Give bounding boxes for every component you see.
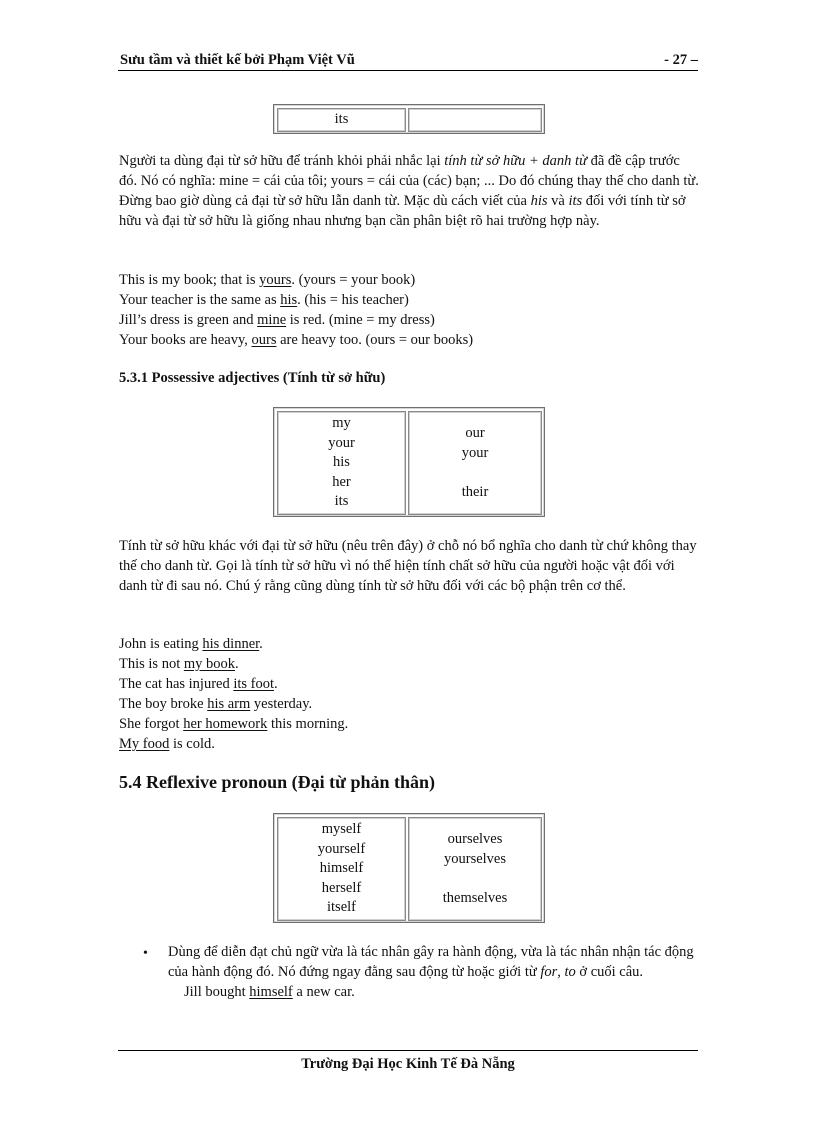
refl-item: yourself <box>317 840 366 857</box>
adj-right-cell <box>408 411 542 515</box>
bullet-italic-for: for <box>540 964 558 980</box>
example-line: The cat has injured its foot. <box>119 676 278 692</box>
example-line: She forgot her homework this morning. <box>119 716 349 732</box>
para2-text: Tính từ sở hữu khác với đại từ sở hữu (nêu trên đây) ở chỗ nó bổ nghĩa cho danh từ chứ không thay thế cho danh từ. Gọi là tính từ sở hữu vì nó thể hiện tính chất sở hữu của người hoặc vật đối với danh từ đi sau nó. Chú ý rằng cũng dùng tính từ sở hữu đối với các bộ phận trên cơ thể. <box>119 538 697 594</box>
refl-left-cell <box>277 817 406 921</box>
its-table <box>273 104 545 134</box>
examples-possessive-pronouns <box>119 270 699 350</box>
bullet-text-a: Dùng để diễn đạt chủ ngữ vừa là tác nhân gây ra hành động, vừa là tác nhân nhận tác động của hành động đó. Nó đứng ngay đằng sau động từ hoặc giới từ <box>168 944 694 980</box>
adj-item: our <box>465 425 485 441</box>
paragraph-possessive-pronouns <box>119 151 699 231</box>
refl-item: yourselves <box>443 850 506 867</box>
page-number: - 27 – <box>664 52 698 68</box>
example-line: This is not my book. <box>119 656 239 672</box>
para1-italic-his: his <box>530 193 548 209</box>
para1-italic-its: its <box>568 193 583 209</box>
bullet-item-reflexive <box>168 942 698 1002</box>
adj-item: their <box>461 483 489 500</box>
example-line: Your teacher is the same as his. (his = his teacher) <box>119 292 409 308</box>
reflexive-pronoun-table <box>273 813 545 923</box>
adj-item <box>409 463 541 483</box>
example-line: Jill’s dress is green and mine is red. (mine = my dress) <box>119 312 435 328</box>
refl-item: herself <box>321 879 362 896</box>
its-cell <box>277 108 406 132</box>
header-author: Sưu tầm và thiết kế bởi Phạm Việt Vũ <box>120 52 355 68</box>
bullet-text-b: ở cuối câu. <box>575 964 644 980</box>
adj-item: her <box>332 473 351 490</box>
bullet-italic-to: to <box>564 964 576 980</box>
refl-item <box>409 869 541 889</box>
example-line: John is eating his dinner. <box>119 636 263 652</box>
examples-possessive-adjectives <box>119 634 699 754</box>
page-footer: Trường Đại Học Kinh Tế Đà Nẵng <box>118 1050 698 1073</box>
refl-item: myself <box>321 821 362 837</box>
page-header <box>118 52 698 71</box>
adj-item: your <box>328 434 355 451</box>
para1-text-a: Người ta dùng đại từ sở hữu để tránh khỏi phải nhắc lại <box>119 153 445 169</box>
adj-item: your <box>461 444 489 461</box>
para1-text-b: đã đề cập trước đó. Nó có nghĩa: mine = cái của tôi; yours = cái của (các) bạn; ... Do đó chúng thay thế cho danh từ. Đừng bao giờ dùng cả đại từ sở hữu lẫn danh từ. Mặc dù cách viết của <box>119 153 699 209</box>
refl-item: ourselves <box>447 831 503 847</box>
section-heading-531: 5.3.1 Possessive adjectives (Tính từ sở hữu) <box>119 370 386 386</box>
bullet-comma: , <box>557 964 565 980</box>
para1-italic: tính từ sở hữu + danh từ <box>444 153 587 169</box>
para1-text-c: và <box>547 193 569 209</box>
refl-item: itself <box>327 899 356 915</box>
example-line: My food is cold. <box>119 736 215 752</box>
paragraph-possessive-adjectives <box>119 536 699 596</box>
example-line: The boy broke his arm yesterday. <box>119 696 313 712</box>
empty-cell <box>408 108 542 132</box>
section-heading-54: 5.4 Reflexive pronoun (Đại từ phản thân) <box>119 772 436 792</box>
adj-item: my <box>332 415 351 431</box>
example-line: This is my book; that is yours. (yours = your book) <box>119 272 416 288</box>
adj-left-cell <box>277 411 406 515</box>
its-text: its <box>334 111 349 127</box>
refl-item: himself <box>319 860 364 876</box>
bullet-example: Jill bought himself a new car. <box>184 984 355 1000</box>
refl-item: themselves <box>442 889 508 906</box>
example-line: Your books are heavy, ours are heavy too. (ours = our books) <box>119 332 474 348</box>
refl-right-cell <box>408 817 542 921</box>
bullet-icon: • <box>143 946 148 961</box>
adj-item: its <box>334 493 349 509</box>
adj-item: his <box>333 454 350 470</box>
para1-text-d: đối với tính từ sở hữu và đại từ sở hữu là giống nhau nhưng bạn cần phân biệt rõ hai trường hợp này. <box>119 193 686 229</box>
possessive-adjectives-table <box>273 407 545 517</box>
